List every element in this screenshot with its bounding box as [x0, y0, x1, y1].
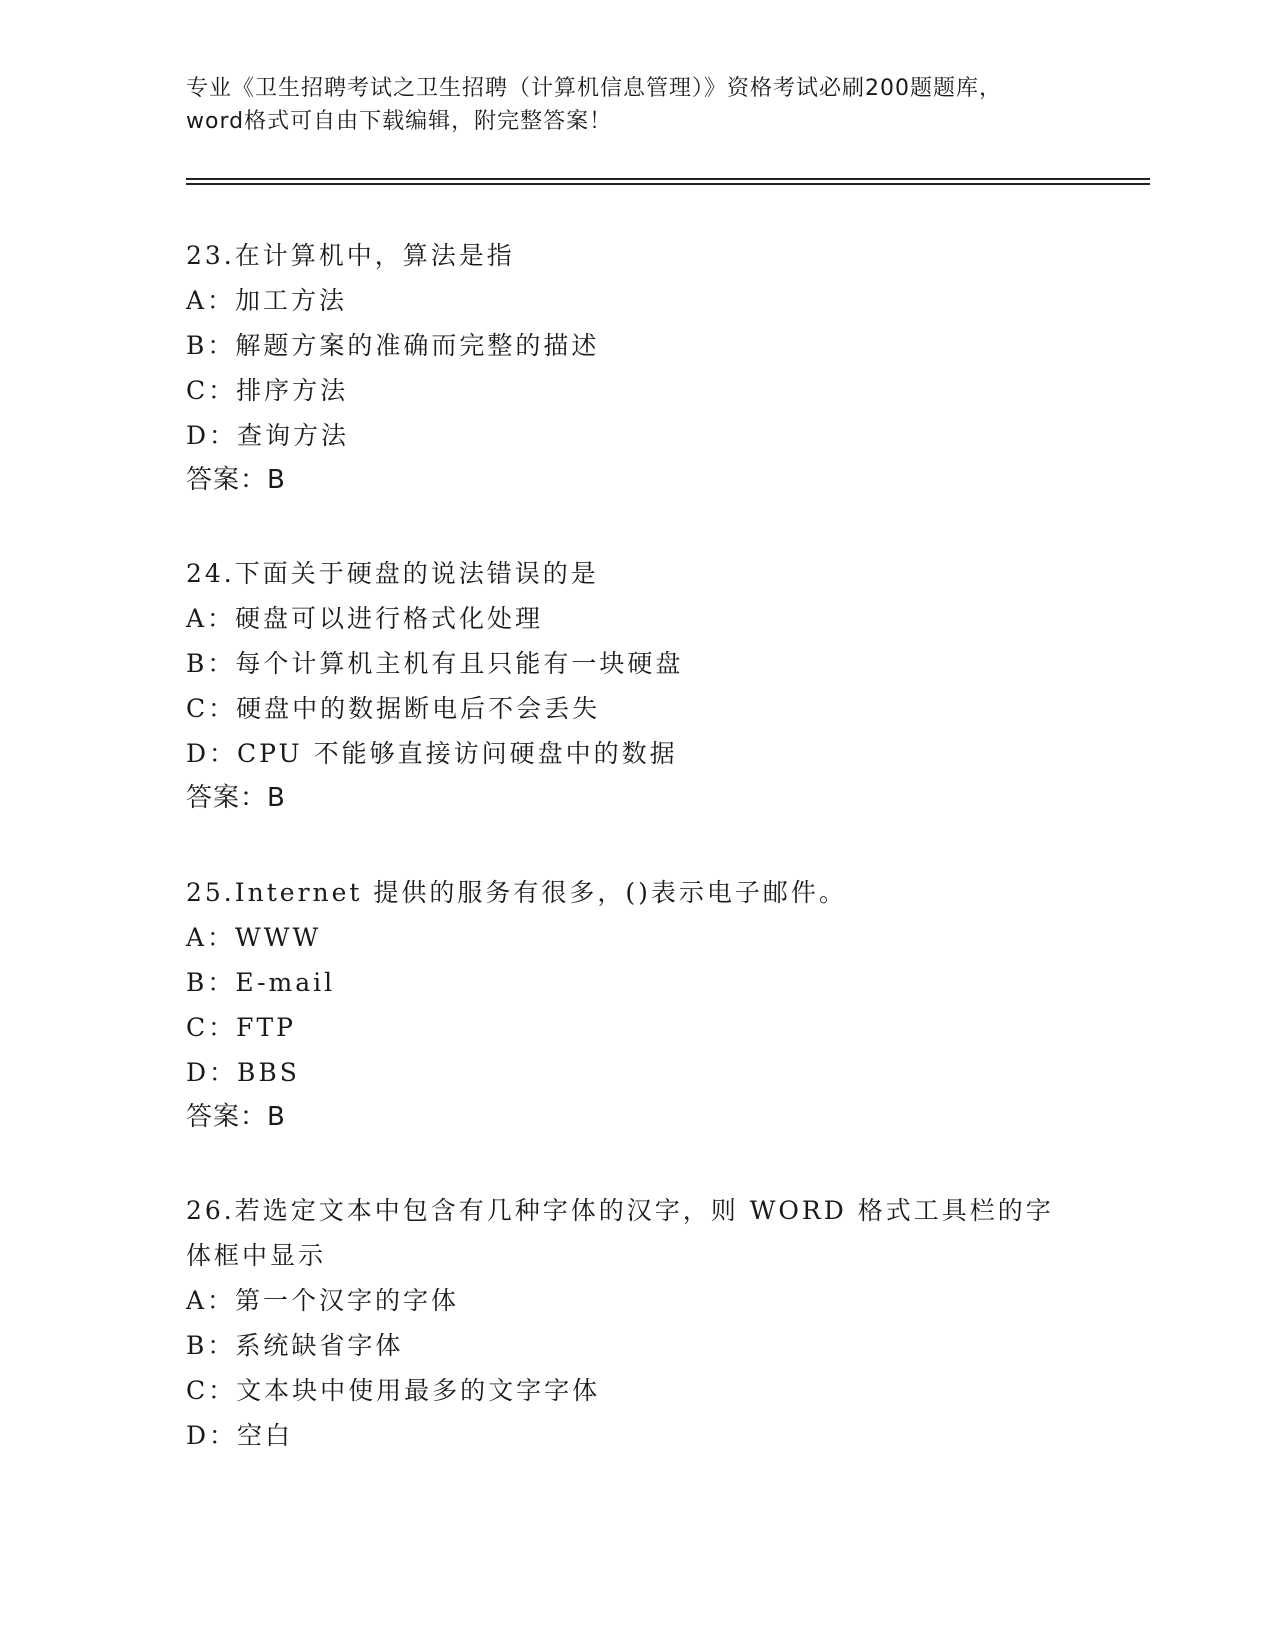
- option-c: C：文本块中使用最多的文字字体: [186, 1376, 601, 1405]
- option-a: A：硬盘可以进行格式化处理: [186, 604, 544, 633]
- option-b: B：每个计算机主机有且只能有一块硬盘: [186, 649, 684, 678]
- question-24: [186, 551, 1086, 821]
- question-text: 23.在计算机中，算法是指: [186, 241, 515, 270]
- question-text: 24.下面关于硬盘的说法错误的是: [186, 559, 599, 588]
- option-a: A：第一个汉字的字体: [186, 1286, 460, 1315]
- question-23: [186, 233, 1086, 503]
- question-text: 25.Internet 提供的服务有很多，()表示电子邮件。: [186, 878, 847, 907]
- option-d: D：查询方法: [186, 421, 350, 450]
- header-divider-bottom: [186, 183, 1150, 185]
- option-a: A：加工方法: [186, 286, 348, 315]
- question-text: 26.若选定文本中包含有几种字体的汉字，则 WORD 格式工具栏的字体框中显示: [186, 1196, 1054, 1270]
- option-d: D：空白: [186, 1421, 294, 1450]
- question-26: [186, 1188, 1086, 1458]
- option-c: C：排序方法: [186, 376, 349, 405]
- option-b: B：E-mail: [186, 968, 336, 997]
- option-d: D：BBS: [186, 1058, 300, 1087]
- option-b: B：解题方案的准确而完整的描述: [186, 331, 600, 360]
- header-line-1: 专业《卫生招聘考试之卫生招聘（计算机信息管理）》资格考试必刷200题题库，: [186, 76, 1002, 101]
- question-25: [186, 870, 1086, 1140]
- document-header: [186, 72, 1106, 138]
- answer: 答案：B: [186, 783, 286, 813]
- header-line-2: word格式可自由下载编辑，附完整答案！: [186, 109, 613, 134]
- option-c: C：FTP: [186, 1013, 296, 1042]
- answer: 答案：B: [186, 465, 286, 495]
- option-b: B：系统缺省字体: [186, 1331, 404, 1360]
- option-a: A：WWW: [186, 923, 322, 952]
- answer: 答案：B: [186, 1102, 286, 1132]
- option-d: D：CPU 不能够直接访问硬盘中的数据: [186, 739, 678, 768]
- header-divider-top: [186, 178, 1150, 180]
- option-c: C：硬盘中的数据断电后不会丢失: [186, 694, 601, 723]
